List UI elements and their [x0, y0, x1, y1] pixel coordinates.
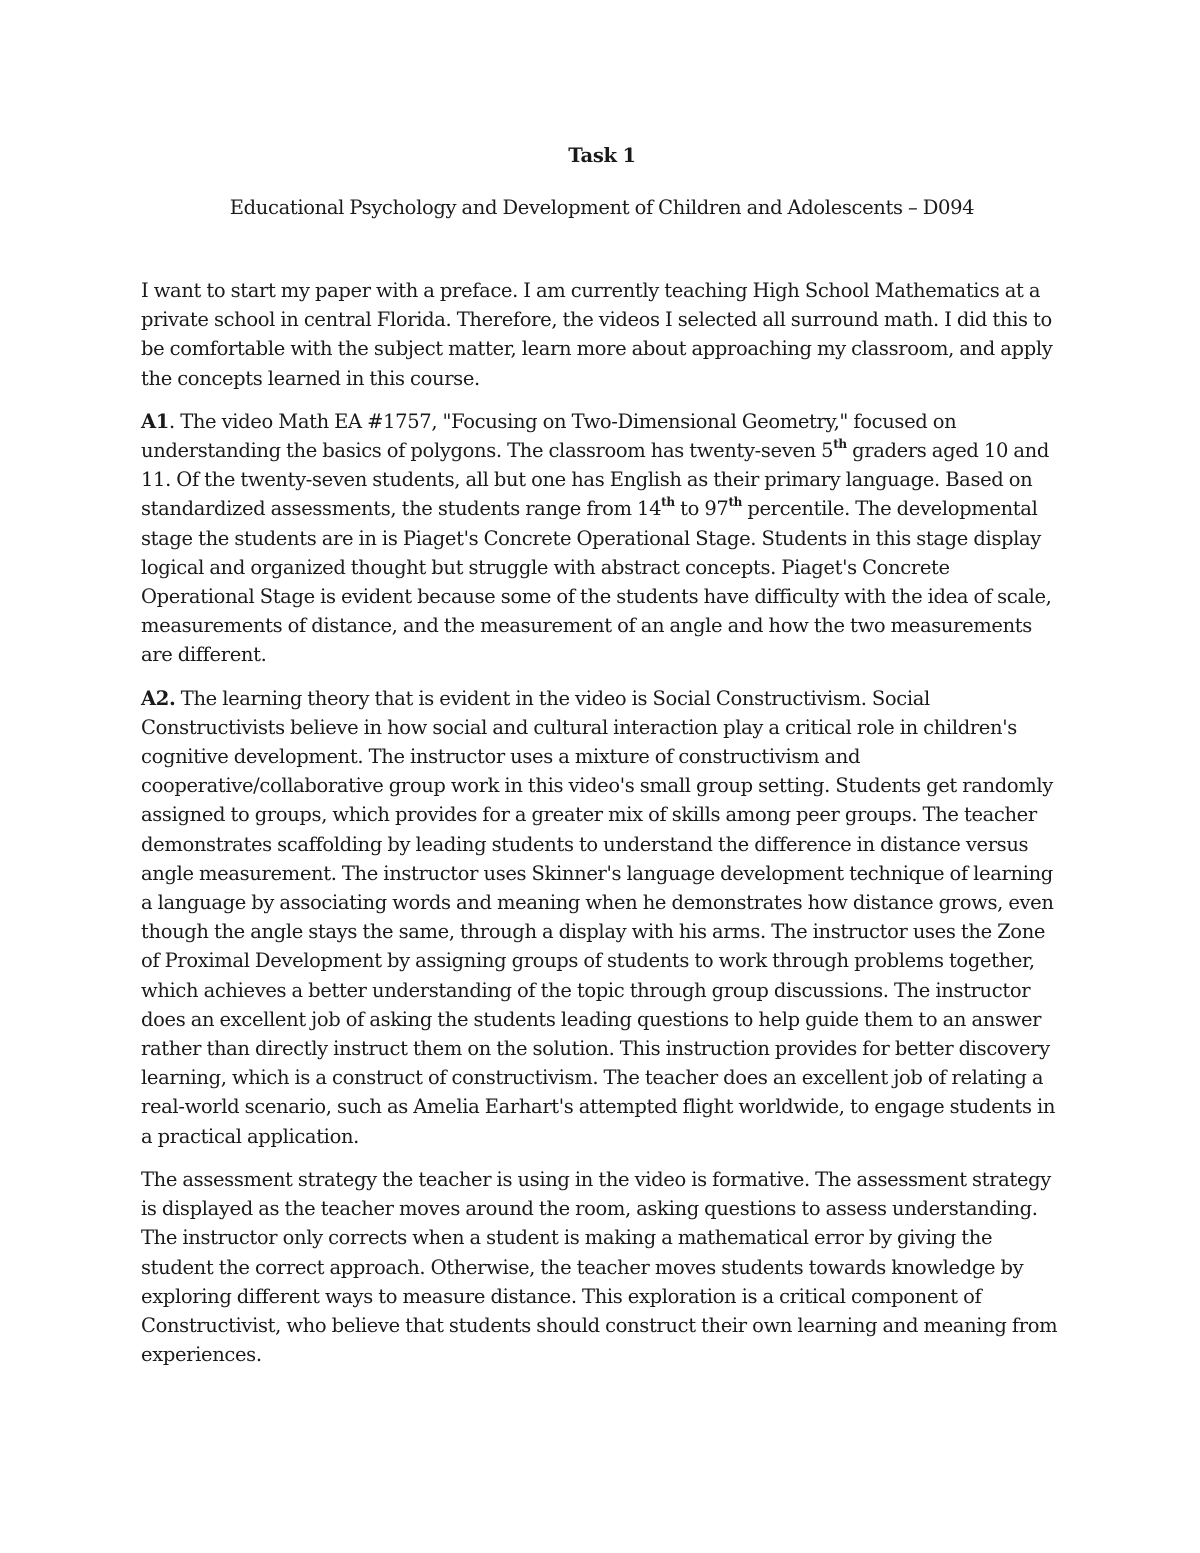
- preface-paragraph: I want to start my paper with a preface. I am currently teaching High School Mathematics at a private school in central Florida. Therefore, the videos I selected all surround math. I did this to be comfortable with the subject matter, learn more about approaching my classroom, and apply the concepts learned in this course.: [141, 279, 1053, 390]
- assessment-paragraph: The assessment strategy the teacher is using in the video is formative. The assessment strategy is displayed as the teacher moves around the room, asking questions to assess understanding. The instructor only corrects when a student is making a mathematical error by giving the student the correct approach. Otherwise, the teacher moves students towards knowledge by exploring different ways to measure distance. This exploration is a critical component of Constructivist, who believe that students should construct their own learning and meaning from experiences.: [141, 1167, 1058, 1367]
- section-a2-label: A2.: [141, 686, 176, 710]
- section-a1-text-part: percentile. The developmental stage the students are in is Piaget's Concrete Operational Stage. Students in this stage display logical and organized thought but struggle with abstract concepts. Piaget's Concrete Operational Stage is evident because some of the students have difficulty with the idea of scale, measurements of distance, and the measurement of an angle and how the two measurements are different.: [141, 497, 1052, 667]
- ordinal-suffix: th: [728, 494, 743, 509]
- ordinal-suffix: th: [833, 436, 847, 451]
- document-subtitle: Educational Psychology and Development of Children and Adolescents – D094: [229, 196, 975, 219]
- section-a1-label: A1: [141, 409, 169, 433]
- section-a1-text-part: graders aged 10 and 11. Of the twenty-seven students, all but one has English as their primary language. Based on standardized assessments, the students range from 14: [141, 439, 1049, 521]
- section-a2-text: The learning theory that is evident in the video is Social Constructivism. Social Constructivists believe in how social and cultural interaction play a critical role in children's cognitive development. The instructor uses a mixture of constructivism and cooperative/collaborative group work in this video's small group setting. Students get randomly assigned to groups, which provides for a greater mix of skills among peer groups. The teacher demonstrates scaffolding by leading students to understand the difference in distance versus angle measurement. The instructor uses Skinner's language development technique of learning a language by associating words and meaning when he demonstrates how distance grows, even though the angle stays the same, through a display with his arms. The instructor uses the Zone of Proximal Development by assigning groups of students to work through problems together, which achieves a better understanding of the topic through group discussions. The instructor does an excellent job of asking the students leading questions to help guide them to an answer rather than directly instruct them on the solution. This instruction provides for better discovery learning, which is a construct of constructivism. The teacher does an excellent job of relating a real-world scenario, such as Amelia Earhart's attempted flight worldwide, to engage students in a practical application.: [141, 686, 1056, 1148]
- document-title: Task 1: [568, 144, 636, 167]
- document-page: [141, 138, 1063, 1383]
- section-a1-paragraph: [141, 407, 1063, 670]
- ordinal-suffix: th: [661, 494, 675, 509]
- section-a1-text-part: . The video Math EA #1757, "Focusing on Two-Dimensional Geometry," focused on understanding the basics of polygons. The classroom has twenty-seven 5: [141, 409, 957, 463]
- section-a2-paragraph: [141, 684, 1063, 1151]
- section-a1-text-part: to 97: [674, 497, 729, 521]
